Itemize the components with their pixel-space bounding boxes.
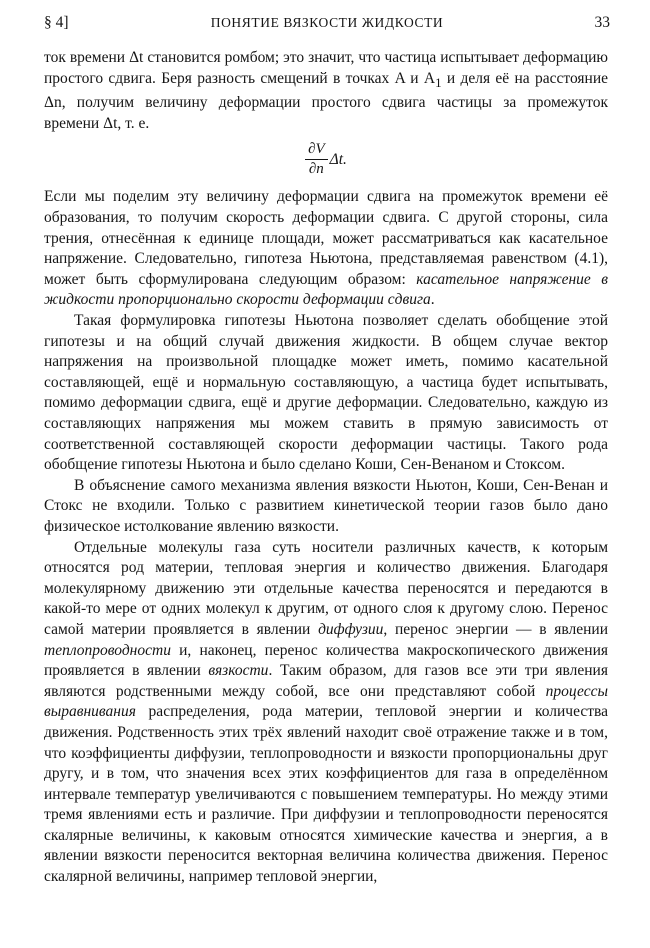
page-header: [44, 14, 610, 38]
fraction-numerator: ∂V: [305, 141, 328, 160]
paragraph-4: В объяснение самого механизма явления вязкости Ньютон, Коши, Сен-Венан и Стокс не входили. Только с развитием кинетической теории газов было дано физическое истолкование явлению вязкости.: [44, 476, 608, 535]
paragraph-5: [44, 538, 608, 888]
paragraph-1-text-a: ток времени Δt становится ромбом; это значит, что частица испытывает деформацию простого сдвига. Беря разность смещений в точках A и A: [44, 49, 608, 87]
paragraph-2-text-b: .: [430, 291, 435, 309]
partial-fraction: [305, 141, 328, 178]
page-number: 33: [594, 14, 610, 31]
formula-tail: Δt.: [329, 150, 347, 168]
paragraph-5-text-d: . Таким образом, для газов все эти три явления являются родственными между собой, все они представляют собой: [44, 662, 608, 700]
term-heat-conduction: теплопроводности: [44, 641, 171, 659]
paragraph-1: [44, 48, 608, 134]
shear-formula: [44, 141, 608, 181]
paragraph-3: Такая формулировка гипотезы Ньютона позволяет сделать обобщение этой гипотезы и на общий случай движения жидкости. В общем случае вектор напряжения на произвольной площадке может иметь, помимо касательной составляющей, ещё и нормальную составляющую, а частица будет испытывать, помимо деформации сдвига, ещё и другие деформации. Следовательно, каждую из составляющих напряжения мы можем ставить в прямую зависимость от соответственной составляющей скорости деформации частицы. Такого рода обобщение гипотезы Ньютона и было сделано Коши, Сен-Венаном и Стоксом.: [44, 312, 608, 474]
paragraph-1-text-b: и деля её на расстояние Δn, получим величину деформации простого сдвига частицы за промежуток времени Δt, т. е.: [44, 69, 608, 132]
fraction-denominator: ∂n: [308, 161, 324, 178]
paragraph-5-text-c: и, наконец, перенос количества макроскопического движения проявляется в явлении: [44, 641, 608, 680]
running-title: ПОНЯТИЕ ВЯЗКОСТИ ЖИДКОСТИ: [210, 15, 444, 30]
subscript-index: 1: [435, 74, 442, 90]
term-viscosity: вязкости: [208, 662, 269, 680]
paragraph-2-text-a: Если мы поделим эту величину деформации сдвига на промежуток времени её образования, то получим скорость деформации сдвига. С другой стороны, сила трения, отнесённая к единице площади, может рассматриваться как касательное напряжение. Следовательно, гипотеза Ньютона, представляемая равенством (4.1), может быть сформулирована следующим образом:: [44, 188, 608, 288]
paragraph-5-text-e: распределения, рода материи, тепловой энергии и количества движения. Родственность этих трёх явлений находит своё отражение также и в том, что коэффициенты диффузии, теплопроводности и вязкости пропорциональны друг другу, и в том, что значения всех этих коэффициентов для газа в определённом интервале температур увеличиваются с повышением температуры. Но между этими тремя явлениями есть и различие. При диффузии и теплопроводности переносятся скалярные величины, к каковым относятся химические качества и энергия, а в явлении вязкости переносится векторная величина количества движения. Перенос скалярной величины, например тепловой энергии,: [44, 703, 608, 886]
paragraph-5-text-b: , перенос энергии — в явлении: [383, 620, 609, 638]
term-diffusion: диффузии: [318, 620, 384, 638]
section-mark: § 4]: [44, 14, 69, 31]
paragraph-5-text-a: Отдельные молекулы газа суть носители различных качеств, к которым относятся род материи, тепловая энергия и количество движения. Благодаря молекулярному движению эти отдельные качества переносятся и передаются в какой-то мере от одних молекул к другим, от одного слоя к другому слою. Перенос самой материи проявляется в явлении: [44, 538, 608, 638]
newton-hypothesis-emphasis: касательное напряжение в жидкости пропорционально скорости деформации сдвига: [44, 270, 608, 309]
page-body: [44, 48, 608, 888]
term-equalization-processes: процессы выравнивания: [44, 682, 608, 721]
paragraph-2: [44, 187, 608, 311]
